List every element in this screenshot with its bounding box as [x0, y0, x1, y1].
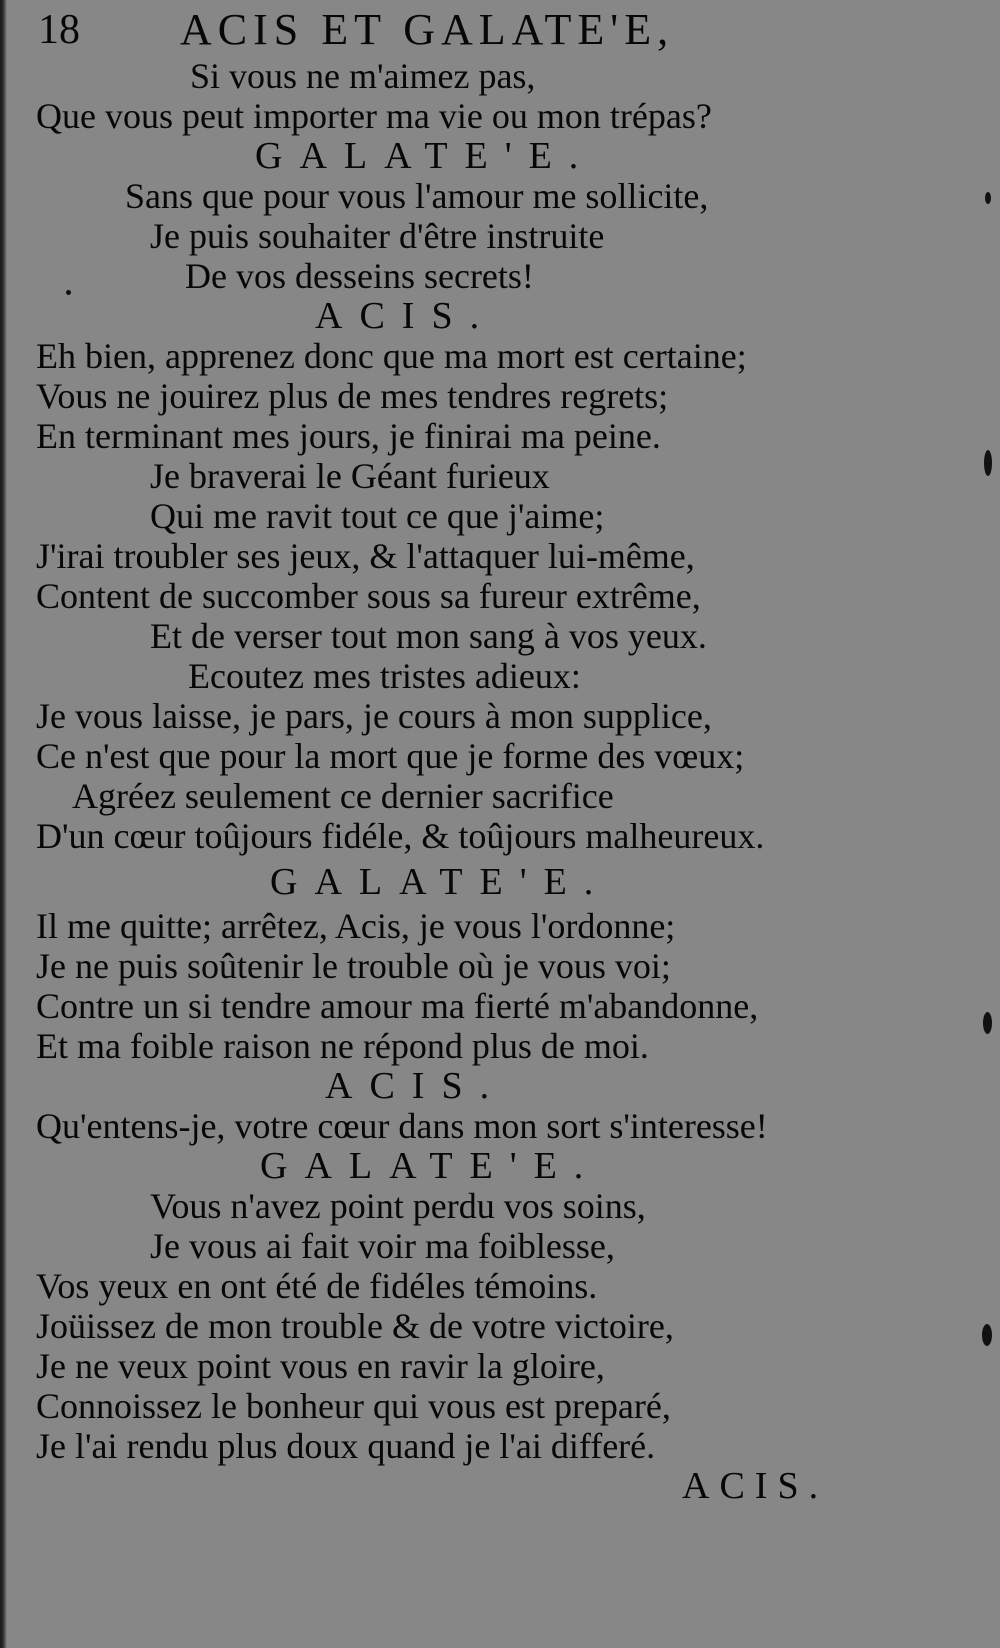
verse-line: Ce n'est que pour la mort que je forme des vœux;: [36, 736, 745, 776]
catchword: ACIS.: [682, 1465, 829, 1507]
speaker-name: ACIS.: [325, 1065, 507, 1107]
verse-line: Et de verser tout mon sang à vos yeux.: [150, 616, 707, 656]
ink-speck: [983, 1012, 992, 1034]
verse-line: Que vous peut importer ma vie ou mon trépas?: [36, 96, 712, 136]
speaker-name: GALATE'E.: [260, 1145, 601, 1187]
verse-line: Je l'ai rendu plus doux quand je l'ai differé.: [36, 1426, 656, 1466]
verse-line: Eh bien, apprenez donc que ma mort est certaine;: [36, 336, 747, 376]
verse-line: Je vous laisse, je pars, je cours à mon supplice,: [36, 696, 712, 736]
verse-line: Et ma foible raison ne répond plus de moi.: [36, 1026, 649, 1066]
verse-line: Si vous ne m'aimez pas,: [190, 56, 536, 96]
verse-line: Ecoutez mes tristes adieux:: [188, 656, 581, 696]
ink-speck: [984, 450, 992, 476]
verse-line: Je ne puis soûtenir le trouble où je vous voi;: [36, 946, 671, 986]
ink-speck: [982, 1324, 992, 1346]
verse-line: D'un cœur toûjours fidéle, & toûjours malheureux.: [36, 816, 765, 856]
verse-line: Vous n'avez point perdu vos soins,: [150, 1186, 646, 1226]
speaker-name: GALATE'E.: [255, 135, 596, 177]
verse-line: Agréez seulement ce dernier sacrifice: [72, 776, 614, 816]
verse-line: J'irai troubler ses jeux, & l'attaquer lui-même,: [36, 536, 695, 576]
verse-line: Sans que pour vous l'amour me sollicite,: [125, 176, 709, 216]
ink-speck: [66, 290, 71, 295]
page-gutter-edge: [0, 0, 7, 1648]
speaker-name: ACIS.: [315, 295, 497, 337]
verse-line: Content de succomber sous sa fureur extrême,: [36, 576, 701, 616]
verse-line: Il me quitte; arrêtez, Acis, je vous l'ordonne;: [36, 906, 676, 946]
verse-line: Qui me ravit tout ce que j'aime;: [150, 496, 605, 536]
verse-line: Vos yeux en ont été de fidéles témoins.: [36, 1266, 598, 1306]
speaker-name: GALATE'E.: [270, 861, 611, 903]
verse-line: Je vous ai fait voir ma foiblesse,: [150, 1226, 615, 1266]
verse-line: Joüissez de mon trouble & de votre victoire,: [36, 1306, 674, 1346]
verse-line: Je braverai le Géant furieux: [150, 456, 550, 496]
verse-line: Vous ne jouirez plus de mes tendres regrets;: [36, 376, 669, 416]
verse-line: Je ne veux point vous en ravir la gloire,: [36, 1346, 605, 1386]
verse-line: Contre un si tendre amour ma fierté m'abandonne,: [36, 986, 759, 1026]
verse-line: Connoissez le bonheur qui vous est preparé,: [36, 1386, 671, 1426]
verse-line: Qu'entens-je, votre cœur dans mon sort s'interesse!: [36, 1106, 768, 1146]
verse-line: En terminant mes jours, je finirai ma peine.: [36, 416, 661, 456]
verse-line: De vos desseins secrets!: [185, 256, 534, 296]
ink-speck: [985, 192, 991, 204]
running-title: ACIS ET GALATE'E,: [180, 5, 675, 54]
verse-line: Je puis souhaiter d'être instruite: [150, 216, 605, 256]
page-number: 18: [38, 7, 80, 53]
